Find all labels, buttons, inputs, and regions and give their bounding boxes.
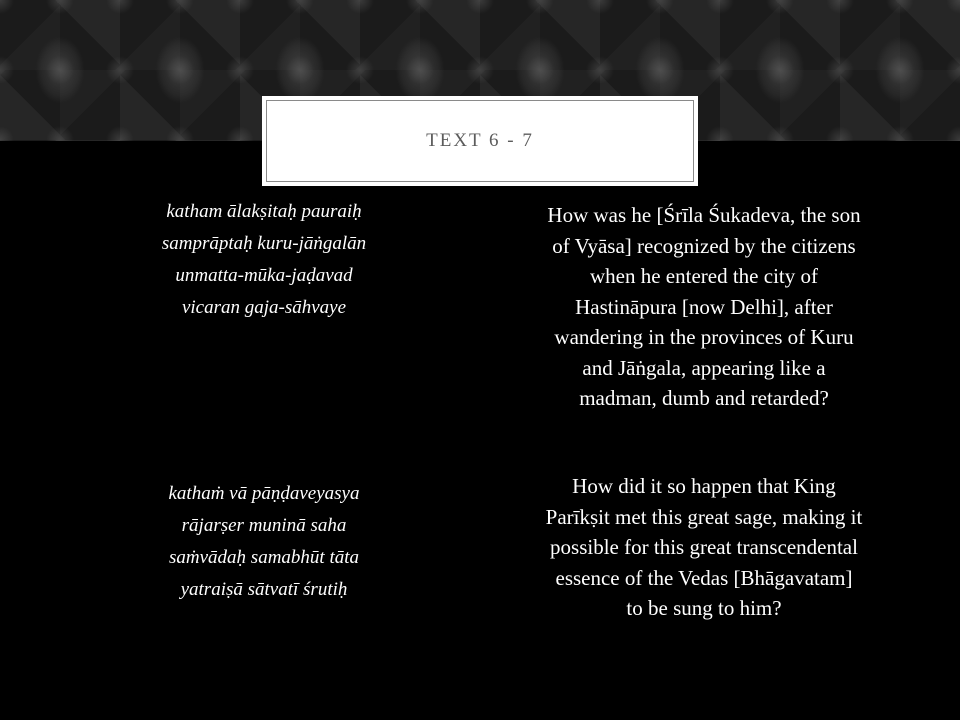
translation-line: Parīkṣit met this great sage, making it	[545, 504, 863, 529]
verse-line: samprāptaḥ kuru-jāṅgalān	[161, 233, 367, 254]
verse-7-sanskrit	[114, 478, 414, 606]
translation-7	[494, 471, 914, 624]
translation-line: How did it so happen that King	[572, 474, 836, 498]
verse-line: kathaṁ vā pāṇḍaveyasya	[168, 483, 360, 504]
verse-6-sanskrit	[114, 196, 414, 324]
verse-line: katham ālakṣitaḥ pauraiḥ	[166, 201, 362, 222]
verse-line: vicaran gaja-sāhvaye	[181, 297, 347, 318]
translation-line: Hastināpura [now Delhi], after	[575, 294, 833, 319]
translation-line: to be sung to him?	[626, 596, 782, 620]
translation-line: when he entered the city of	[590, 264, 818, 288]
translation-line: of Vyāsa] recognized by the citizens	[552, 233, 856, 258]
verse-line: yatraiṣā sātvatī śrutiḥ	[180, 579, 348, 600]
title-box	[262, 96, 698, 186]
title-frame	[266, 100, 694, 182]
slide-title: TEXT 6 - 7	[426, 130, 534, 151]
verse-line: saṁvādaḥ samabhūt tāta	[169, 547, 359, 568]
translation-line: possible for this great transcendental	[550, 535, 858, 559]
translation-6	[494, 200, 914, 414]
verse-line: rājarṣer muninā saha	[181, 515, 347, 536]
translation-line: madman, dumb and retarded?	[579, 386, 829, 410]
translation-line: wandering in the provinces of Kuru	[554, 325, 854, 349]
translation-line: and Jāṅgala, appearing like a	[582, 355, 826, 380]
translation-line: essence of the Vedas [Bhāgavatam]	[555, 565, 853, 590]
verse-line: unmatta-mūka-jaḍavad	[175, 265, 353, 286]
translation-line: How was he [Śrīla Śukadeva, the son	[547, 203, 861, 227]
